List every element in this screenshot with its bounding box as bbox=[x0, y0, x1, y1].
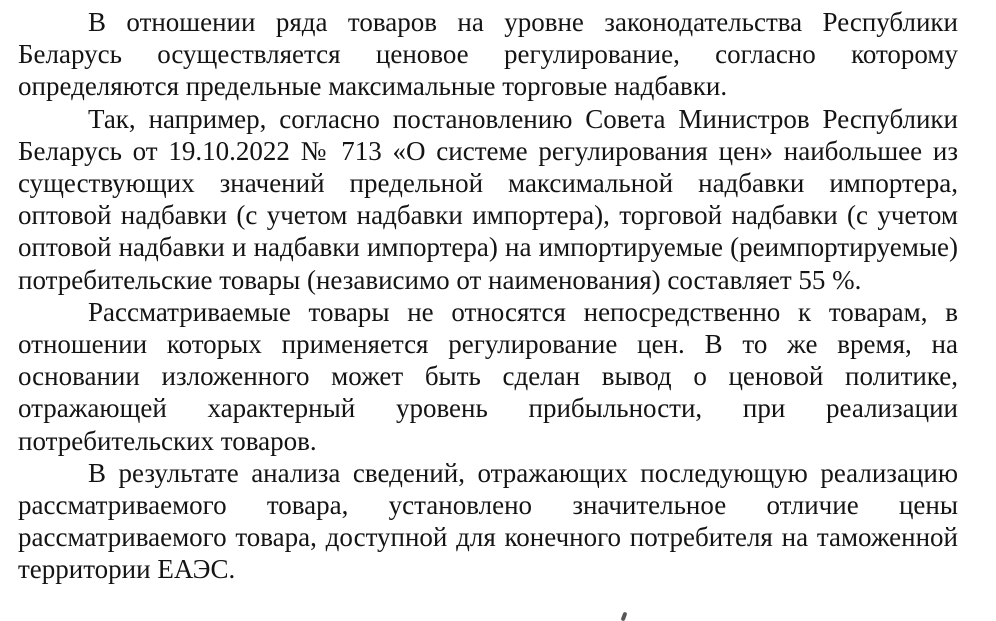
paragraph-price-policy bbox=[18, 296, 958, 457]
paragraph-analysis-result bbox=[18, 457, 958, 586]
paragraph-text: Так, например, согласно постановлению Совета Министров Республики Беларусь от 19.10.2022 № 713 «О системе регулирования цен» наибольшее из существующих значений предельной максимальной надбавки импортера, оптовой надбавки (с учетом надбавки импортера), торговой надбавки (с учетом оптовой надбавки и надбавки импортера) на импортируемые (реимпортируемые) потребительские товары (независимо от наименования) составляет 55 %. bbox=[18, 103, 958, 295]
scan-artifact-mark bbox=[621, 612, 628, 621]
paragraph-text: В результате анализа сведений, отражающих последующую реализацию рассматриваемого товара, установлено значительное отличие цены рассматриваемого товара, доступной для конечного потребителя на таможенной территории ЕАЭС. bbox=[18, 457, 958, 585]
paragraph-price-regulation bbox=[18, 6, 958, 103]
paragraph-text: В отношении ряда товаров на уровне законодательства Республики Беларусь осуществляется ценовое регулирование, согласно которому определяются предельные максимальные торговые надбавки. bbox=[18, 7, 958, 102]
paragraph-resolution-713 bbox=[18, 103, 958, 296]
document-page bbox=[18, 6, 958, 586]
paragraph-text: Рассматриваемые товары не относятся непосредственно к товарам, в отношении которых применяется регулирование цен. В то же время, на основании изложенного может быть сделан вывод о ценовой политике, отражающей характерный уровень прибыльности, при реализации потребительских товаров. bbox=[18, 296, 958, 456]
